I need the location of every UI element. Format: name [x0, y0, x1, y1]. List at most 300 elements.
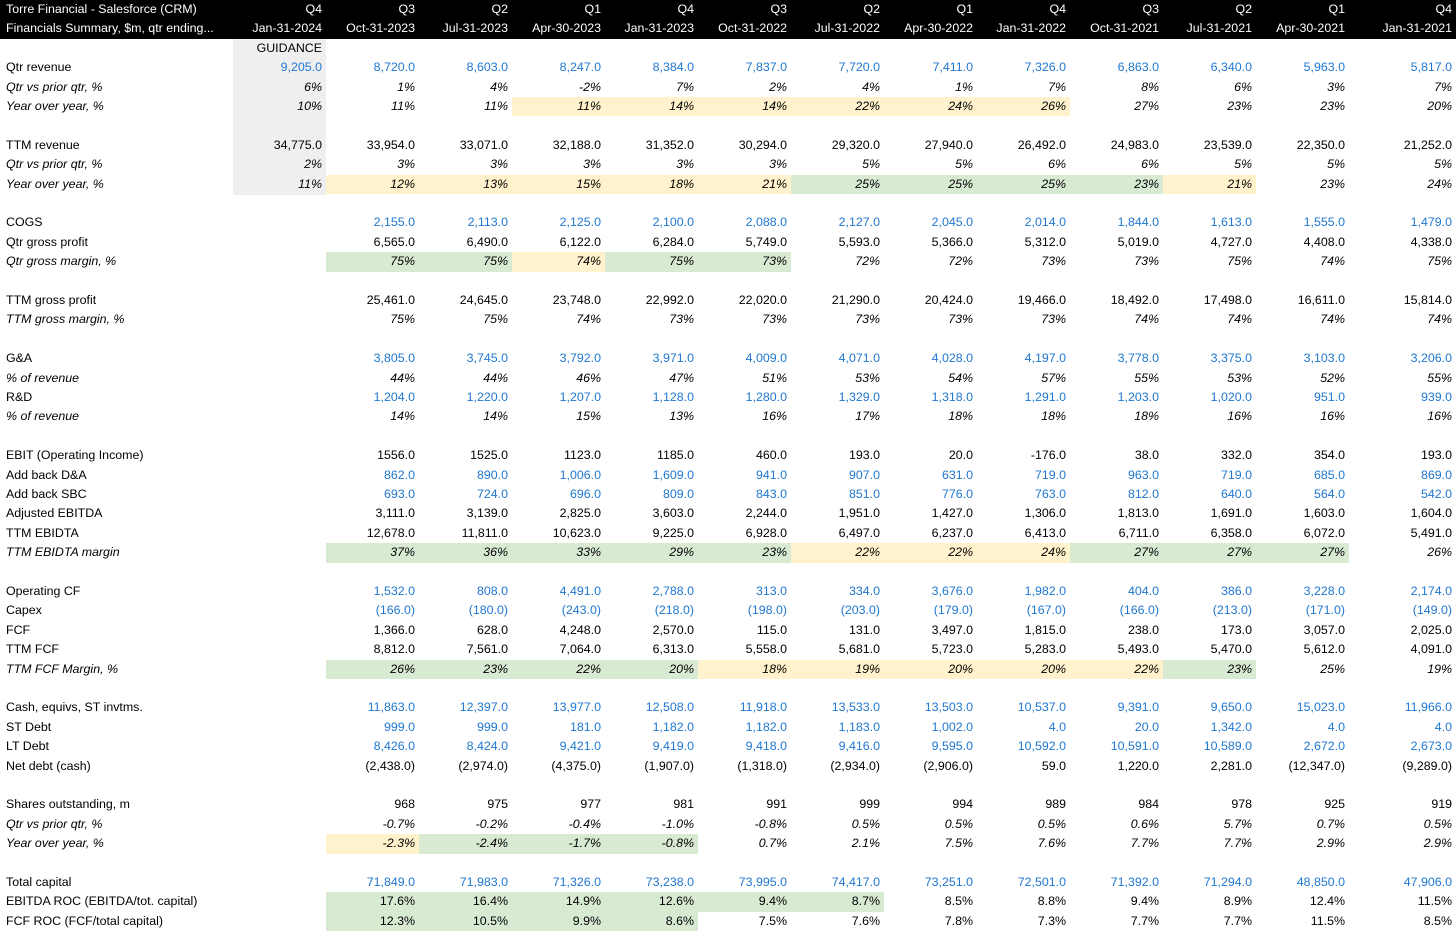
data-cell[interactable]: 4,009.0 [745, 351, 787, 366]
data-cell[interactable]: 9,418.0 [745, 739, 787, 754]
row-label[interactable]: TTM FCF Margin, % [6, 661, 118, 676]
row-label[interactable]: TTM EBIDTA margin [6, 545, 120, 560]
data-cell[interactable]: 763.0 [1034, 487, 1066, 501]
data-cell[interactable]: 8% [1141, 79, 1159, 94]
data-cell[interactable]: 1,183.0 [838, 719, 880, 734]
data-cell[interactable] [233, 660, 326, 679]
data-cell[interactable] [233, 446, 326, 465]
data-cell[interactable]: 75% [390, 312, 415, 327]
data-cell[interactable]: 685.0 [1313, 467, 1345, 482]
data-cell[interactable]: 3,778.0 [1117, 351, 1159, 366]
data-cell[interactable]: 27,940.0 [924, 137, 973, 152]
data-cell[interactable]: 73% [1041, 312, 1066, 327]
data-cell[interactable]: 5% [1234, 157, 1252, 172]
column-date-header[interactable]: Jul-31-2023 [442, 21, 508, 36]
row-label[interactable]: TTM EBIDTA [6, 525, 79, 540]
data-cell[interactable]: 3% [490, 157, 508, 172]
row-label[interactable]: COGS [6, 215, 43, 230]
row-label[interactable]: TTM gross margin, % [6, 312, 125, 327]
data-cell[interactable]: 22,350.0 [1296, 137, 1345, 152]
data-cell[interactable]: 3,206.0 [1410, 351, 1452, 366]
data-cell[interactable]: -1.0% [661, 816, 694, 831]
data-cell[interactable]: (2,974.0) [458, 758, 508, 773]
data-cell[interactable]: -2% [578, 79, 601, 94]
data-cell[interactable] [233, 369, 326, 388]
data-cell[interactable]: 8,384.0 [652, 60, 694, 75]
data-cell[interactable]: 20% [884, 660, 977, 679]
data-cell[interactable]: 2,088.0 [745, 215, 787, 230]
data-cell[interactable]: 3,057.0 [1303, 622, 1345, 637]
row-label[interactable]: ST Debt [6, 719, 52, 734]
guidance-label[interactable]: GUIDANCE [256, 41, 322, 55]
data-cell[interactable]: 6,122.0 [559, 234, 601, 249]
data-cell[interactable]: 2% [304, 157, 322, 172]
data-cell[interactable]: 4,071.0 [838, 351, 880, 366]
data-cell[interactable] [233, 757, 326, 776]
data-cell[interactable]: 3,792.0 [559, 351, 601, 366]
data-cell[interactable]: 719.0 [1220, 467, 1252, 482]
data-cell[interactable] [233, 388, 326, 407]
data-cell[interactable]: 11,918.0 [739, 700, 787, 715]
data-cell[interactable]: (213.0) [1212, 603, 1252, 618]
data-cell[interactable]: 23% [1227, 99, 1252, 113]
data-cell[interactable]: 54% [948, 370, 973, 385]
data-cell[interactable]: 5,470.0 [1210, 642, 1252, 657]
data-cell[interactable]: 0.5% [944, 816, 973, 831]
column-date-header[interactable]: Apr-30-2023 [532, 21, 601, 36]
data-cell[interactable]: 5,283.0 [1024, 642, 1066, 657]
data-cell[interactable]: 313.0 [755, 584, 787, 598]
data-cell[interactable]: 11,863.0 [367, 700, 415, 715]
data-cell[interactable]: 1,613.0 [1210, 215, 1252, 230]
data-cell[interactable]: 8.8% [1037, 894, 1066, 909]
data-cell[interactable]: 0.6% [1130, 816, 1159, 831]
data-cell[interactable]: 16% [1320, 409, 1345, 424]
data-cell[interactable]: 7% [1048, 79, 1066, 94]
data-cell[interactable] [233, 407, 326, 426]
data-cell[interactable]: 20% [1427, 99, 1452, 113]
data-cell[interactable]: 1,182.0 [745, 719, 787, 734]
data-cell[interactable]: (180.0) [468, 603, 508, 618]
data-cell[interactable]: 1,844.0 [1117, 215, 1159, 230]
data-cell[interactable]: -2.4% [419, 834, 512, 853]
data-cell[interactable]: 115.0 [756, 622, 787, 637]
data-cell[interactable]: 4% [862, 79, 880, 94]
data-cell[interactable]: 7,837.0 [745, 60, 787, 75]
row-label[interactable]: Add back SBC [6, 487, 87, 501]
data-cell[interactable]: 13,533.0 [831, 700, 880, 715]
data-cell[interactable]: 55% [1134, 370, 1159, 385]
data-cell[interactable]: 32,188.0 [552, 137, 601, 152]
data-cell[interactable]: 22% [1070, 660, 1163, 679]
column-quarter-header[interactable]: Q2 [863, 2, 880, 16]
data-cell[interactable]: 6% [1141, 157, 1159, 172]
data-cell[interactable] [233, 601, 326, 620]
data-cell[interactable]: 9,419.0 [652, 739, 694, 754]
data-cell[interactable]: 24,645.0 [459, 293, 508, 307]
data-cell[interactable]: 25% [884, 175, 977, 194]
data-cell[interactable] [233, 310, 326, 329]
column-date-header[interactable]: Jul-31-2022 [814, 21, 880, 36]
data-cell[interactable]: 9,205.0 [280, 60, 322, 75]
data-cell[interactable]: 13% [419, 175, 512, 194]
row-label[interactable]: Qtr gross profit [6, 234, 88, 249]
data-cell[interactable]: 22,020.0 [738, 293, 787, 307]
column-quarter-header[interactable]: Q4 [1049, 2, 1066, 16]
data-cell[interactable]: 907.0 [848, 467, 880, 482]
data-cell[interactable]: 2.9% [1423, 836, 1452, 851]
data-cell[interactable]: 1% [955, 79, 973, 94]
data-cell[interactable]: 15,814.0 [1403, 293, 1452, 307]
data-cell[interactable]: 332.0 [1220, 448, 1252, 463]
data-cell[interactable]: 29,320.0 [831, 137, 880, 152]
data-cell[interactable]: 33,071.0 [459, 137, 508, 152]
data-cell[interactable]: 1123.0 [564, 448, 601, 463]
data-cell[interactable]: 693.0 [383, 487, 415, 501]
data-cell[interactable]: 74% [1320, 312, 1345, 327]
column-date-header[interactable]: Jan-31-2021 [1382, 21, 1452, 36]
data-cell[interactable]: 38.0 [1134, 448, 1159, 463]
data-cell[interactable]: 16.4% [419, 892, 512, 911]
data-cell[interactable]: 1,532.0 [373, 584, 415, 598]
data-cell[interactable]: 2,825.0 [559, 506, 601, 521]
data-cell[interactable]: 12.4% [1309, 894, 1345, 909]
data-cell[interactable]: 72% [855, 254, 880, 269]
data-cell[interactable]: 12.6% [605, 892, 698, 911]
data-cell[interactable]: 74% [1427, 312, 1452, 327]
data-cell[interactable]: 4.0 [1048, 719, 1066, 734]
data-cell[interactable]: 8.9% [1223, 894, 1252, 909]
data-cell[interactable]: 2,570.0 [652, 622, 694, 637]
row-label[interactable]: Cash, equivs, ST invtms. [6, 700, 143, 715]
data-cell[interactable]: 10% [297, 99, 322, 113]
data-cell[interactable]: 1,291.0 [1024, 390, 1066, 404]
data-cell[interactable]: 14% [605, 97, 698, 116]
data-cell[interactable]: -0.8% [754, 816, 787, 831]
data-cell[interactable]: 74% [1134, 312, 1159, 327]
data-cell[interactable]: 4.0 [1327, 719, 1345, 734]
data-cell[interactable]: 5,366.0 [931, 234, 973, 249]
data-cell[interactable]: 8,812.0 [373, 642, 415, 657]
data-cell[interactable]: 5,593.0 [838, 234, 880, 249]
data-cell[interactable]: 55% [1427, 370, 1452, 385]
data-cell[interactable]: 71,983.0 [459, 875, 508, 889]
data-cell[interactable]: 16% [1227, 409, 1252, 424]
data-cell[interactable]: 173.0 [1220, 622, 1252, 637]
data-cell[interactable]: 238.0 [1127, 622, 1159, 637]
data-cell[interactable]: 460.0 [755, 448, 787, 463]
data-cell[interactable]: (243.0) [561, 603, 601, 618]
data-cell[interactable]: 33,954.0 [366, 137, 415, 152]
row-label[interactable]: Qtr gross margin, % [6, 254, 117, 269]
data-cell[interactable]: 999 [859, 797, 880, 812]
data-cell[interactable]: 4,197.0 [1024, 351, 1066, 366]
column-date-header[interactable]: Apr-30-2021 [1276, 21, 1345, 36]
data-cell[interactable]: 869.0 [1420, 467, 1452, 482]
data-cell[interactable]: 1,366.0 [373, 622, 415, 637]
data-cell[interactable]: -0.8% [605, 834, 698, 853]
data-cell[interactable]: 999.0 [383, 719, 415, 734]
data-cell[interactable]: 34,775.0 [273, 137, 322, 152]
data-cell[interactable]: 1,342.0 [1210, 719, 1252, 734]
data-cell[interactable]: 75% [605, 252, 698, 271]
data-cell[interactable]: 6,237.0 [931, 525, 973, 540]
data-cell[interactable]: 1,555.0 [1303, 215, 1345, 230]
data-cell[interactable]: 15% [576, 409, 601, 424]
data-cell[interactable]: 181.0 [569, 719, 601, 734]
data-cell[interactable]: 2,673.0 [1410, 739, 1452, 754]
data-cell[interactable]: 542.0 [1420, 487, 1452, 501]
data-cell[interactable]: 0.5% [851, 816, 880, 831]
data-cell[interactable]: 1,813.0 [1117, 506, 1159, 521]
data-cell[interactable]: 6,711.0 [1118, 525, 1159, 540]
data-cell[interactable]: (167.0) [1026, 603, 1066, 618]
data-cell[interactable] [233, 815, 326, 834]
data-cell[interactable]: 2,025.0 [1410, 622, 1452, 637]
data-cell[interactable]: 7,561.0 [466, 642, 508, 657]
data-cell[interactable]: 3% [769, 157, 787, 172]
data-cell[interactable]: 1525.0 [470, 448, 508, 463]
row-label[interactable]: Adjusted EBITDA [6, 506, 103, 521]
data-cell[interactable]: 24% [884, 97, 977, 116]
data-cell[interactable]: 851.0 [848, 487, 880, 501]
data-cell[interactable]: 6,413.0 [1024, 525, 1066, 540]
data-cell[interactable]: 3,603.0 [652, 506, 694, 521]
data-cell[interactable]: 11.5% [1417, 894, 1452, 909]
data-cell[interactable]: 2,100.0 [652, 215, 694, 230]
data-cell[interactable] [233, 233, 326, 252]
data-cell[interactable] [233, 252, 326, 271]
data-cell[interactable]: 6,340.0 [1210, 60, 1252, 75]
data-cell[interactable]: 5,491.0 [1410, 525, 1452, 540]
data-cell[interactable]: 44% [483, 370, 508, 385]
data-cell[interactable]: 20.0 [1134, 719, 1159, 734]
data-cell[interactable]: 3% [397, 157, 415, 172]
data-cell[interactable]: 3% [1327, 79, 1345, 94]
data-cell[interactable]: 4% [490, 79, 508, 94]
data-cell[interactable]: 1,204.0 [373, 390, 415, 404]
data-cell[interactable]: 10,623.0 [552, 525, 601, 540]
data-cell[interactable]: 6,863.0 [1117, 60, 1159, 75]
data-cell[interactable]: 27% [1163, 543, 1256, 562]
data-cell[interactable]: 1,020.0 [1210, 390, 1252, 404]
data-cell[interactable]: 2% [769, 79, 787, 94]
data-cell[interactable]: 75% [326, 252, 419, 271]
data-cell[interactable]: 7.8% [944, 913, 973, 928]
data-cell[interactable]: 334.0 [848, 584, 880, 598]
data-cell[interactable]: 5% [955, 157, 973, 172]
column-quarter-header[interactable]: Q4 [305, 2, 322, 16]
data-cell[interactable]: 7,720.0 [838, 60, 880, 75]
data-cell[interactable]: 75% [419, 252, 512, 271]
data-cell[interactable]: 1,203.0 [1117, 390, 1159, 404]
data-cell[interactable]: 1% [397, 79, 415, 94]
data-cell[interactable]: 22% [791, 543, 884, 562]
data-cell[interactable]: (2,906.0) [923, 758, 973, 773]
data-cell[interactable]: 1,329.0 [838, 390, 880, 404]
data-cell[interactable]: 74% [1320, 254, 1345, 269]
data-cell[interactable] [233, 698, 326, 717]
data-cell[interactable]: 2,174.0 [1410, 584, 1452, 598]
data-cell[interactable]: 6,313.0 [652, 642, 694, 657]
data-cell[interactable]: 9,416.0 [838, 739, 880, 754]
data-cell[interactable]: (166.0) [1119, 603, 1159, 618]
data-cell[interactable]: 0.5% [1037, 816, 1066, 831]
data-cell[interactable]: 12.3% [326, 912, 419, 931]
column-quarter-header[interactable]: Q4 [1435, 2, 1452, 16]
data-cell[interactable]: 73% [1041, 254, 1066, 269]
data-cell[interactable]: 44% [390, 370, 415, 385]
data-cell[interactable]: 18% [605, 175, 698, 194]
data-cell[interactable]: (1,318.0) [737, 758, 787, 773]
data-cell[interactable]: 72% [948, 254, 973, 269]
data-cell[interactable]: 11% [298, 176, 322, 191]
data-cell[interactable]: 131.0 [848, 622, 880, 637]
data-cell[interactable]: 3,111.0 [375, 506, 415, 521]
data-cell[interactable]: 5,558.0 [745, 642, 787, 657]
data-cell[interactable]: 13% [669, 409, 694, 424]
data-cell[interactable] [233, 621, 326, 640]
data-cell[interactable]: 776.0 [941, 487, 973, 501]
data-cell[interactable]: 73% [698, 252, 791, 271]
data-cell[interactable]: 5% [1327, 157, 1345, 172]
data-cell[interactable]: 981 [673, 797, 694, 812]
data-cell[interactable]: 808.0 [476, 584, 508, 598]
data-cell[interactable]: 0.5% [1423, 816, 1452, 831]
data-cell[interactable]: 19% [1427, 661, 1452, 676]
column-date-header[interactable]: Oct-31-2023 [346, 21, 415, 36]
data-cell[interactable]: -1.7% [512, 834, 605, 853]
data-cell[interactable]: 12% [326, 175, 419, 194]
data-cell[interactable]: 33% [512, 543, 605, 562]
data-cell[interactable]: 25% [791, 175, 884, 194]
data-cell[interactable]: 10,591.0 [1110, 739, 1159, 754]
data-cell[interactable]: 5% [862, 157, 880, 172]
data-cell[interactable]: 73% [1134, 254, 1159, 269]
data-cell[interactable]: 22,992.0 [645, 293, 694, 307]
data-cell[interactable]: 5% [1434, 157, 1452, 172]
data-cell[interactable]: 404.0 [1127, 584, 1159, 598]
data-cell[interactable]: 919 [1431, 797, 1452, 812]
data-cell[interactable]: 12,508.0 [645, 700, 694, 715]
data-cell[interactable]: 6% [304, 79, 322, 94]
data-cell[interactable] [233, 524, 326, 543]
data-cell[interactable]: 1,220.0 [1117, 758, 1159, 773]
data-cell[interactable]: (218.0) [654, 603, 694, 618]
data-cell[interactable]: 25% [977, 175, 1070, 194]
data-cell[interactable] [233, 504, 326, 523]
data-cell[interactable]: 4,028.0 [931, 351, 973, 366]
data-cell[interactable]: 17.6% [326, 892, 419, 911]
data-cell[interactable]: 7.6% [851, 913, 880, 928]
data-cell[interactable]: 7.5% [758, 913, 787, 928]
data-cell[interactable]: 5,312.0 [1024, 234, 1066, 249]
data-cell[interactable] [233, 834, 326, 853]
data-cell[interactable]: 1,220.0 [466, 390, 508, 404]
column-quarter-header[interactable]: Q3 [770, 2, 787, 16]
data-cell[interactable]: 5,749.0 [745, 234, 787, 249]
data-cell[interactable] [233, 892, 326, 911]
data-cell[interactable]: 939.0 [1420, 390, 1452, 404]
data-cell[interactable]: 53% [1227, 370, 1252, 385]
data-cell[interactable]: 20.0 [948, 448, 973, 463]
data-cell[interactable]: 7% [1434, 79, 1452, 94]
data-cell[interactable]: 23% [698, 543, 791, 562]
column-date-header[interactable]: Oct-31-2021 [1090, 21, 1159, 36]
sheet-title[interactable]: Torre Financial - Salesforce (CRM) [6, 2, 197, 16]
data-cell[interactable]: 719.0 [1034, 467, 1066, 482]
data-cell[interactable]: 74% [1227, 312, 1252, 327]
data-cell[interactable]: 13,503.0 [924, 700, 973, 715]
data-cell[interactable]: 968 [394, 797, 415, 812]
row-label[interactable]: TTM gross profit [6, 293, 97, 307]
data-cell[interactable]: 9,421.0 [559, 739, 601, 754]
data-cell[interactable]: 8,424.0 [466, 739, 508, 754]
data-cell[interactable]: 15% [512, 175, 605, 194]
data-cell[interactable]: 7,064.0 [559, 642, 601, 657]
data-cell[interactable]: 23% [419, 660, 512, 679]
data-cell[interactable]: 73,995.0 [738, 875, 787, 889]
data-cell[interactable]: 5,493.0 [1117, 642, 1159, 657]
data-cell[interactable]: 11,811.0 [461, 525, 508, 540]
data-cell[interactable] [233, 543, 326, 562]
data-cell[interactable]: 4,248.0 [559, 622, 601, 637]
data-cell[interactable]: 2,113.0 [467, 215, 508, 230]
data-cell[interactable]: 13,977.0 [552, 700, 601, 715]
data-cell[interactable]: 5.7% [1223, 816, 1252, 831]
row-label[interactable]: Operating CF [6, 584, 81, 598]
data-cell[interactable]: 1,427.0 [931, 506, 973, 521]
data-cell[interactable]: 631.0 [941, 467, 973, 482]
data-cell[interactable]: 11% [484, 99, 508, 113]
data-cell[interactable]: 4,727.0 [1210, 234, 1252, 249]
data-cell[interactable]: 991 [766, 797, 787, 812]
data-cell[interactable]: 29% [605, 543, 698, 562]
row-label[interactable]: Total capital [6, 875, 72, 889]
data-cell[interactable]: 22% [884, 543, 977, 562]
data-cell[interactable]: 4.0 [1434, 719, 1452, 734]
data-cell[interactable]: 724.0 [476, 487, 508, 501]
data-cell[interactable]: 8.5% [944, 894, 973, 909]
row-label[interactable]: Year over year, % [6, 836, 104, 851]
row-label[interactable]: FCF ROC (FCF/total capital) [6, 913, 163, 928]
row-label[interactable]: Add back D&A [6, 467, 87, 482]
data-cell[interactable]: 4,091.0 [1410, 642, 1452, 657]
data-cell[interactable]: 1,006.0 [559, 467, 601, 482]
column-date-header[interactable]: Jul-31-2021 [1186, 21, 1252, 36]
data-cell[interactable]: 5,681.0 [838, 642, 880, 657]
data-cell[interactable]: 1,604.0 [1410, 506, 1452, 521]
data-cell[interactable]: 7.7% [1130, 913, 1159, 928]
data-cell[interactable]: (1,907.0) [644, 758, 694, 773]
data-cell[interactable]: 25,461.0 [366, 293, 415, 307]
data-cell[interactable]: 1,306.0 [1024, 506, 1066, 521]
data-cell[interactable]: 6,358.0 [1210, 525, 1252, 540]
data-cell[interactable]: 978 [1231, 797, 1252, 812]
data-cell[interactable]: 71,849.0 [366, 875, 415, 889]
data-cell[interactable]: 19% [791, 660, 884, 679]
data-cell[interactable]: 51% [762, 370, 787, 385]
data-cell[interactable]: 21% [698, 175, 791, 194]
data-cell[interactable] [233, 349, 326, 368]
data-cell[interactable]: 17% [855, 409, 880, 424]
data-cell[interactable]: 4,338.0 [1410, 234, 1452, 249]
data-cell[interactable]: 57% [1041, 370, 1066, 385]
data-cell[interactable]: 9.4% [1130, 894, 1159, 909]
data-cell[interactable]: 11,966.0 [1404, 700, 1452, 715]
data-cell[interactable]: (179.0) [933, 603, 973, 618]
data-cell[interactable]: 1,318.0 [931, 390, 973, 404]
